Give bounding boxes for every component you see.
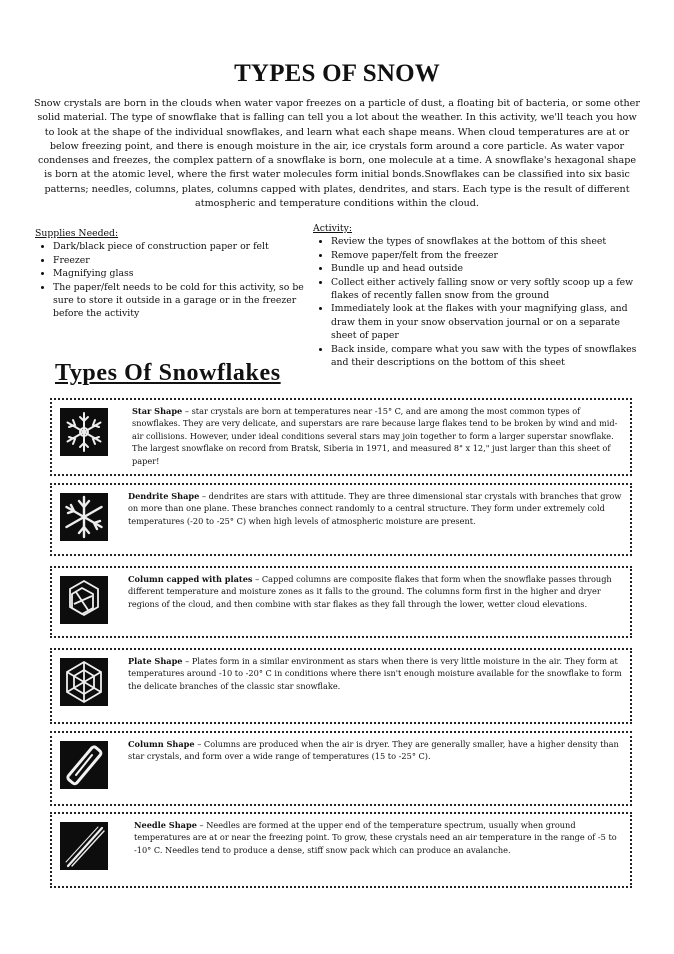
dendrite-shape-card: [50, 483, 632, 556]
supplies-heading: Supplies Needed:: [35, 228, 119, 239]
type-description: – dendrites are stars with attitude. They are three dimensional star crystals with branches that grow on more than one plane. These branches connect randomly to a central structure. They form under extremely cold temperatures (-20 to -25° C) when high levels of atmospheric moisture are present.: [128, 491, 622, 526]
list-item: • Back inside, compare what you saw with the types of snowflakes and their descriptions on the bottom of this sheet: [331, 343, 643, 370]
type-name: Needle Shape: [134, 820, 197, 830]
list-item: • Immediately look at the flakes with your magnifying glass, and draw them in your snow observation journal or on a separate sheet of paper: [331, 302, 643, 342]
type-description: – Columns are produced when the air is dryer. They are generally smaller, have a higher density than star crystals, and form over a wide range of temperatures (15 to -25° C).: [128, 739, 619, 762]
activity-section: [313, 222, 643, 369]
type-description: – star crystals are born at temperatures near -15° C, and are among the most common types of snowflakes. They are very delicate, and superstars are rare because large flakes tend to be broken by wind and mid-air collisions. However, under ideal conditions several stars may join together to form a larger superstar snowflake. The largest snowflake on record from Bratsk, Siberia in 1971, and measured 8" x 12," just larger than this sheet of paper!: [132, 406, 618, 466]
needle-shape-card: [50, 812, 632, 888]
capped-column-icon: [60, 576, 108, 624]
type-description: – Needles are formed at the upper end of the temperature spectrum, usually when ground temperatures are at or near the freezing point. To grow, these crystals need an air temperature in the range of -5 to -10° C. Needles tend to produce a dense, stiff snow pack which can produce an avalanche.: [134, 820, 617, 855]
plate-shape-card: [50, 648, 632, 724]
list-item: • Dark/black piece of construction paper or felt: [53, 240, 315, 253]
type-name: Star Shape: [132, 406, 183, 416]
list-item: • Bundle up and head outside: [331, 262, 643, 275]
supplies-list: [35, 240, 315, 320]
column-shape-card: [50, 731, 632, 806]
type-description: – Capped columns are composite flakes that form when the snowflake passes through different temperature and moisture zones as it falls to the ground. The columns form first in the higher and dryer regions of the cloud, and then combine with star flakes as they fall through the lower, wetter cloud elevations.: [128, 574, 612, 609]
column-shape-text: [128, 738, 622, 763]
type-name: Plate Shape: [128, 656, 183, 666]
activity-heading: Activity:: [313, 223, 352, 234]
type-name: Dendrite Shape: [128, 491, 200, 501]
needle-snowflake-icon: [60, 822, 108, 870]
plate-snowflake-icon: [60, 658, 108, 706]
supplies-section: [35, 227, 315, 321]
column-capped-text: [128, 573, 622, 610]
type-name: Column Shape: [128, 739, 195, 749]
list-item: • Collect either actively falling snow or very softly scoop up a few flakes of recently fallen snow from the ground: [331, 276, 643, 303]
activity-list: [313, 235, 643, 369]
needle-shape-text: [134, 819, 622, 856]
star-snowflake-icon: [60, 408, 108, 456]
list-item: • Magnifying glass: [53, 267, 315, 280]
type-name: Column capped with plates: [128, 574, 253, 584]
list-item: • Remove paper/felt from the freezer: [331, 249, 643, 262]
intro-paragraph: Snow crystals are born in the clouds when water vapor freezes on a particle of dust, a floating bit of bacteria, or some other solid material. The type of snowflake that is falling can tell you a lot about the weather. In this activity, we'll teach you how to look at the shape of the individual snowflakes, and learn what each shape means. When cloud temperatures are at or below freezing point, and there is enough moisture in the air, ice crystals form around a core particle. As water vapor condenses and freezes, the complex pattern of a snowflake is born, one molecule at a time. A snowflake's hexagonal shape is born at the atomic level, where the first water molecules form initial bonds.Snowflakes can be classified into six basic patterns; needles, columns, plates, columns capped with plates, dendrites, and stars. Each type is the result of different atmospheric and temperature conditions within the cloud.: [34, 98, 640, 210]
column-capped-card: [50, 566, 632, 638]
type-description: – Plates form in a similar environment as stars when there is very little moisture in the air. They form at temperatures around -10 to -20° C in conditions where there isn't enough moisture available for the snowflake to form the delicate branches of the classic star snowflake.: [128, 656, 622, 691]
star-shape-text: [132, 405, 622, 467]
page-title: TYPES OF SNOW: [234, 60, 440, 87]
plate-shape-text: [128, 655, 622, 692]
star-shape-card: [50, 398, 632, 476]
list-item: • Freezer: [53, 254, 315, 267]
dendrite-shape-text: [128, 490, 622, 527]
list-item: • Review the types of snowflakes at the bottom of this sheet: [331, 235, 643, 248]
types-heading: Types Of Snowflakes: [55, 360, 281, 386]
dendrite-snowflake-icon: [60, 493, 108, 541]
column-snowflake-icon: [60, 741, 108, 789]
list-item: • The paper/felt needs to be cold for this activity, so be sure to store it outside in a garage or in the freezer before the activity: [53, 281, 315, 321]
